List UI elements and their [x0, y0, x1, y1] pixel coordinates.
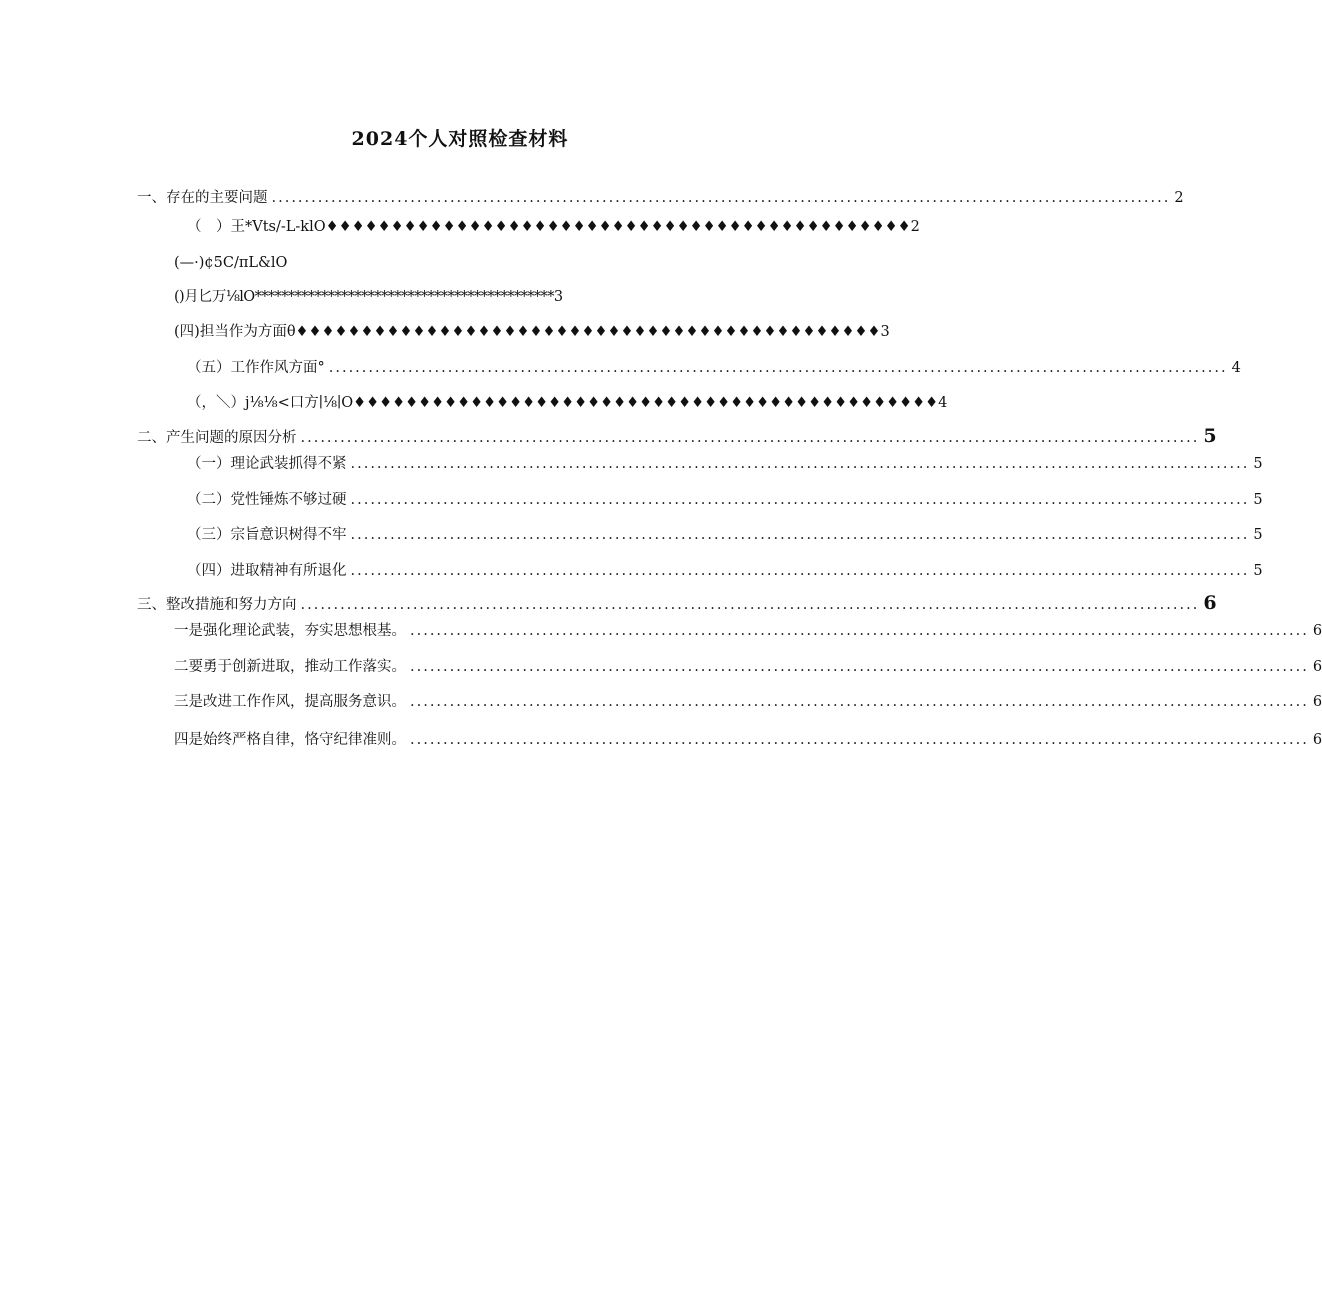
toc-entry-section-3-4[interactable] — [174, 729, 1322, 751]
toc-entry-section-3-3[interactable] — [174, 691, 1322, 713]
dot-leader: ........................................................................................................................................ — [328, 360, 1228, 376]
toc-entry-section-2-3[interactable] — [187, 524, 1263, 546]
toc-entry-section-1-2[interactable]: (—·)¢5C/πL&lO — [174, 255, 288, 271]
toc-entry-section-1-3[interactable]: ()月匕万⅛lO*********************************************3 — [174, 289, 563, 305]
toc-page-number: 6 — [1312, 659, 1322, 675]
toc-page-number: 5 — [1253, 492, 1263, 508]
dot-leader: ........................................................................................................................................ — [300, 597, 1200, 613]
toc-entry-section-1-6[interactable]: （，＼）j⅛⅛<口方∣⅛∣O♦♦♦♦♦♦♦♦♦♦♦♦♦♦♦♦♦♦♦♦♦♦♦♦♦♦♦♦♦♦♦♦♦♦♦♦♦♦♦♦♦♦♦♦♦4 — [187, 395, 948, 411]
dot-leader: ........................................................................................................................................ — [350, 492, 1250, 508]
toc-entry-text: （四）进取精神有所退化 — [187, 563, 347, 579]
dot-leader: ........................................................................................................................................ — [410, 694, 1309, 710]
dot-leader: ........................................................................................................................................ — [410, 659, 1309, 675]
toc-page-number: 6 — [1312, 623, 1322, 639]
toc-page-number: 5 — [1253, 456, 1263, 472]
toc-page-number: 5 — [1253, 527, 1263, 543]
toc-entry-text: （三）宗旨意识树得不牢 — [187, 527, 347, 543]
toc-entry-section-3[interactable] — [137, 592, 1217, 614]
dot-leader: ........................................................................................................................................ — [350, 456, 1250, 472]
toc-page-number: 6 — [1312, 694, 1322, 710]
document-title: 2024个人对照检查材料 — [351, 128, 569, 150]
dot-leader: ........................................................................................................................................ — [271, 190, 1171, 206]
toc-entry-text: 二、产生问题的原因分析 — [137, 430, 297, 446]
toc-entry-section-1[interactable] — [137, 187, 1184, 209]
toc-page-number: 2 — [1174, 190, 1184, 206]
toc-entry-section-2-4[interactable] — [187, 560, 1263, 582]
toc-entry-text: （五）工作作风方面° — [187, 360, 325, 376]
toc-entry-text: （二）党性锤炼不够过硬 — [187, 492, 347, 508]
toc-entry-text: 三、整改措施和努力方向 — [137, 597, 297, 613]
toc-entry-section-2-1[interactable] — [187, 453, 1263, 475]
toc-entry-text: （一）理论武装抓得不紧 — [187, 456, 347, 472]
toc-entry-section-3-1[interactable] — [174, 620, 1322, 642]
toc-entry-text: 三是改进工作作风，提高服务意识。 — [174, 694, 406, 710]
dot-leader: ........................................................................................................................................ — [410, 732, 1309, 748]
toc-page-number: 6 — [1203, 592, 1217, 614]
toc-entry-section-1-4[interactable]: (四)担当作为方面θ♦♦♦♦♦♦♦♦♦♦♦♦♦♦♦♦♦♦♦♦♦♦♦♦♦♦♦♦♦♦♦♦♦♦♦♦♦♦♦♦♦♦♦♦♦3 — [174, 324, 890, 340]
toc-entry-section-1-5[interactable] — [187, 357, 1241, 379]
toc-page-number: 6 — [1312, 732, 1322, 748]
toc-entry-section-1-1[interactable]: （ ）王*Vts/-L-klO♦♦♦♦♦♦♦♦♦♦♦♦♦♦♦♦♦♦♦♦♦♦♦♦♦♦♦♦♦♦♦♦♦♦♦♦♦♦♦♦♦♦♦♦♦2 — [187, 219, 920, 235]
toc-page-number: 5 — [1203, 425, 1217, 447]
toc-page-number: 5 — [1253, 563, 1263, 579]
dot-leader: ........................................................................................................................................ — [350, 563, 1250, 579]
toc-entry-text: 一是强化理论武装，夯实思想根基。 — [174, 623, 406, 639]
toc-entry-text: 四是始终严格自律，恪守纪律准则。 — [174, 732, 406, 748]
toc-entry-text: 一、存在的主要问题 — [137, 190, 268, 206]
toc-page-number: 4 — [1231, 360, 1241, 376]
toc-entry-section-3-2[interactable] — [174, 656, 1322, 678]
toc-entry-section-2-2[interactable] — [187, 489, 1263, 511]
dot-leader: ........................................................................................................................................ — [410, 623, 1309, 639]
toc-entry-section-2[interactable] — [137, 425, 1217, 447]
toc-entry-text: 二要勇于创新进取，推动工作落实。 — [174, 659, 406, 675]
dot-leader: ........................................................................................................................................ — [350, 527, 1250, 543]
dot-leader: ........................................................................................................................................ — [300, 430, 1200, 446]
